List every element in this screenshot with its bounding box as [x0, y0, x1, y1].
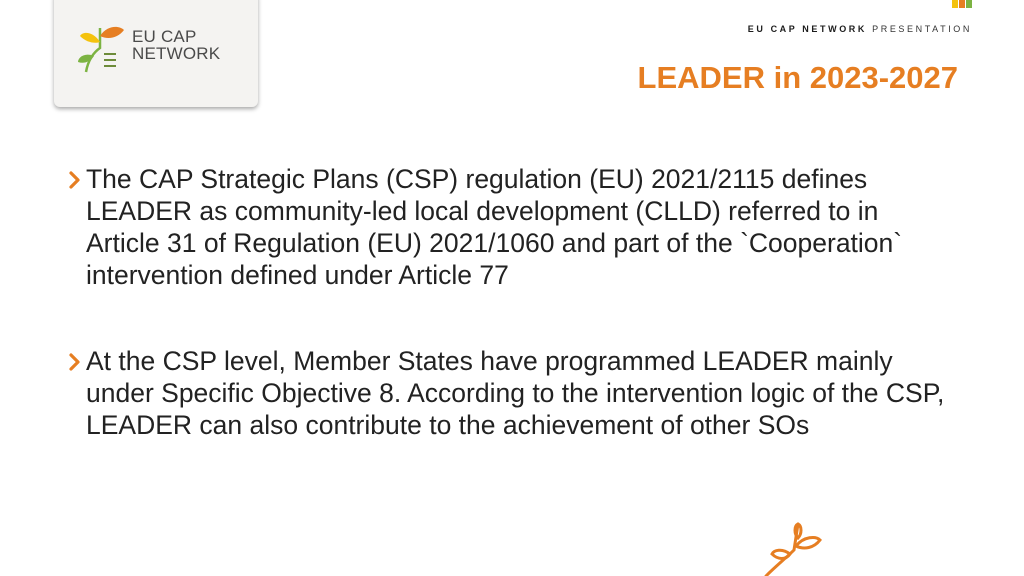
slide-title: LEADER in 2023-2027	[637, 60, 958, 95]
sprout-icon	[762, 520, 826, 576]
bullet-item	[64, 345, 964, 441]
presentation-word: PRESENTATION	[872, 24, 972, 34]
bullet-list	[64, 163, 964, 441]
logo-wordmark	[132, 28, 220, 62]
logo-line-1: EU CAP	[132, 27, 197, 46]
chevron-right-icon	[64, 345, 86, 372]
logo-card	[54, 0, 258, 107]
brand-bars-icon	[952, 0, 974, 10]
sprout-logo-icon	[78, 22, 128, 76]
network-label: EU CAP NETWORK	[747, 24, 868, 34]
chevron-right-icon	[64, 163, 86, 190]
logo-line-2: NETWORK	[132, 44, 221, 63]
bullet-text: The CAP Strategic Plans (CSP) regulation (EU) 2021/2115 defines LEADER as community-led local development (CLLD) referred to in Article 31 of Regulation (EU) 2021/1060 and part of the `Cooperation` intervention defined under Article 77	[86, 164, 903, 290]
presentation-label	[748, 24, 972, 34]
bullet-text: At the CSP level, Member States have programmed LEADER mainly under Specific Objective 8. According to the intervention logic of the CSP, LEADER can also contribute to the achievement of other SOs	[86, 346, 945, 440]
bullet-item	[64, 163, 964, 291]
